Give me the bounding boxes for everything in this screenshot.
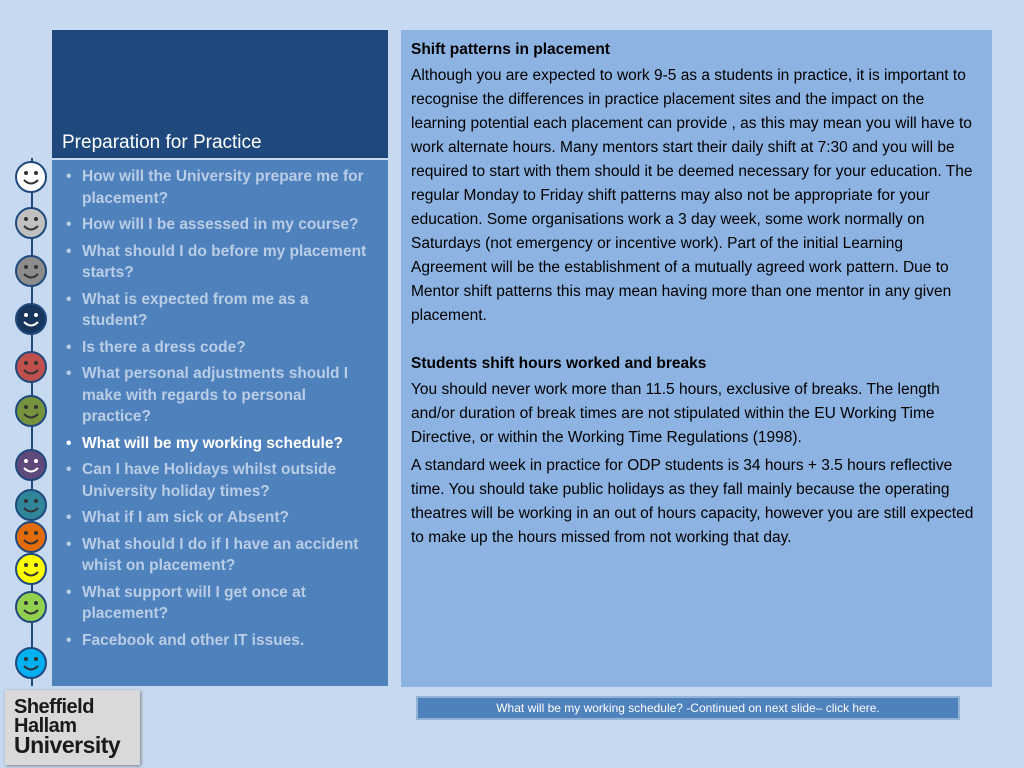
bullet-icon: • bbox=[66, 168, 72, 185]
nav-item-label: What is expected from me as a student? bbox=[82, 290, 309, 329]
bullet-icon: • bbox=[66, 434, 72, 452]
logo-line-1: Sheffield bbox=[14, 696, 94, 718]
nav-item-7[interactable] bbox=[62, 433, 378, 455]
heading-shift-patterns: Shift patterns in placement bbox=[411, 41, 610, 58]
left-header bbox=[52, 30, 388, 158]
smiley-gray-icon[interactable] bbox=[14, 254, 48, 288]
nav-item-label: What support will I get once at placement? bbox=[82, 583, 306, 622]
bullet-icon: • bbox=[66, 535, 72, 553]
nav-item-label: Is there a dress code? bbox=[82, 338, 246, 356]
nav-item-label: What will be my working schedule? bbox=[82, 434, 343, 452]
logo-line-2: Hallam bbox=[14, 715, 77, 737]
bullet-icon: • bbox=[66, 242, 72, 260]
smiley-teal-icon[interactable] bbox=[14, 488, 48, 522]
nav-item-label: What should I do if I have an accident whist on placement? bbox=[82, 535, 359, 574]
bullet-icon: • bbox=[66, 509, 72, 526]
logo-text bbox=[14, 696, 121, 758]
nav-item-9[interactable] bbox=[62, 507, 378, 529]
bullet-icon: • bbox=[66, 461, 72, 478]
smiley-yellow-icon[interactable] bbox=[14, 552, 48, 586]
smiley-navigation-strip bbox=[12, 158, 52, 686]
nav-item-label: What should I do before my placement starts? bbox=[82, 242, 367, 281]
navigation-panel bbox=[52, 160, 388, 686]
nav-item-label: What personal adjustments should I make with regards to personal practice? bbox=[82, 365, 349, 425]
bullet-icon: • bbox=[66, 290, 72, 308]
smiley-orange-icon[interactable] bbox=[14, 520, 48, 554]
nav-item-label: How will the University prepare me for placement? bbox=[82, 168, 364, 207]
logo-line-3: University bbox=[14, 732, 121, 758]
paragraph-standard-week: A standard week in practice for ODP students is 34 hours + 3.5 hours reflective time. You should take public holidays as they fall mainly because the operating theatres will be working in an out of hours capacity, however you are still expected to make up the hours missed from not working that day. bbox=[411, 457, 974, 546]
nav-item-label: How will I be assessed in my course? bbox=[82, 216, 359, 233]
smiley-purple-icon[interactable] bbox=[14, 448, 48, 482]
nav-item-10[interactable] bbox=[62, 534, 378, 577]
nav-item-4[interactable] bbox=[62, 289, 378, 332]
bullet-icon: • bbox=[66, 216, 72, 233]
navigation-list bbox=[62, 166, 378, 651]
smiley-blue-icon[interactable] bbox=[14, 646, 48, 680]
nav-item-6[interactable] bbox=[62, 363, 378, 428]
nav-item-12[interactable] bbox=[62, 630, 378, 652]
continue-link-button[interactable]: What will be my working schedule? -Continued on next slide– click here. bbox=[416, 696, 960, 720]
paragraph-shift-patterns: Although you are expected to work 9-5 as a students in practice, it is important to recognise the differences in practice placement sites and the impact on the learning potential each placement can provide , as this may mean you will have to work alternate hours. Many mentors start their daily shift at 7:30 and you will be required to start with them should it be deemed necessary for your education. The regular Monday to Friday shift patterns may also not be appropriate for your education. Some organisations work a 3 day week, some work normally on Saturdays (not emergency or incentive work). Part of the initial Learning Agreement will be the establishment of a mutually agreed work pattern. Due to Mentor shift patterns this may mean having more than one mentor in any given placement. bbox=[411, 67, 973, 324]
smiley-navy-icon[interactable] bbox=[14, 302, 48, 336]
nav-item-3[interactable] bbox=[62, 241, 378, 284]
nav-item-1[interactable] bbox=[62, 166, 378, 209]
nav-item-5[interactable] bbox=[62, 337, 378, 359]
university-logo bbox=[5, 690, 140, 765]
bullet-icon: • bbox=[66, 338, 72, 356]
smiley-red-icon[interactable] bbox=[14, 350, 48, 384]
paragraph-shift-hours: You should never work more than 11.5 hours, exclusive of breaks. The length and/or duration of break times are not stipulated within the EU Working Time Directive, or within the Working Time Regulations (1998). bbox=[411, 381, 940, 446]
nav-item-label: Can I have Holidays whilst outside University holiday times? bbox=[82, 461, 337, 500]
bullet-icon: • bbox=[66, 583, 72, 601]
nav-item-11[interactable] bbox=[62, 582, 378, 625]
smiley-olive-icon[interactable] bbox=[14, 394, 48, 428]
smiley-green-icon[interactable] bbox=[14, 590, 48, 624]
section-title: Preparation for Practice bbox=[62, 132, 262, 153]
content-panel bbox=[401, 30, 992, 687]
nav-item-8[interactable] bbox=[62, 459, 378, 502]
nav-item-label: What if I am sick or Absent? bbox=[82, 509, 289, 526]
bullet-icon: • bbox=[66, 365, 72, 382]
heading-shift-hours: Students shift hours worked and breaks bbox=[411, 355, 707, 372]
smiley-silver-icon[interactable] bbox=[14, 206, 48, 240]
nav-item-label: Facebook and other IT issues. bbox=[82, 631, 305, 649]
smiley-white-icon[interactable] bbox=[14, 160, 48, 194]
nav-item-2[interactable] bbox=[62, 214, 378, 236]
bullet-icon: • bbox=[66, 631, 72, 649]
